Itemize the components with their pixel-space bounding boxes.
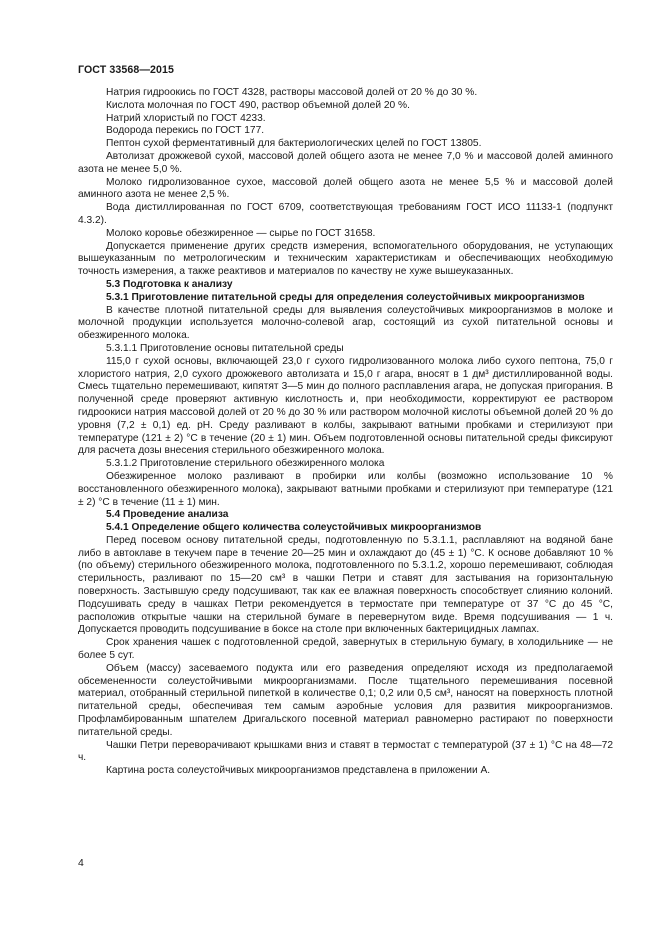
- paragraph: Молоко коровье обезжиренное — сырье по ГОСТ 31658.: [106, 227, 376, 239]
- paragraph: В качестве плотной питательной среды для выявления солеустойчивых микроорганизмов в молоке и молочной продукции используется молочно-солевой агар, состоящий из сухой питательной основы и обезжиренного молока.: [78, 304, 613, 342]
- paragraph: Обезжиренное молоко разливают в пробирки или колбы (возможно использование 10 % восстановленного обезжиренного молока), закрывают ватными пробками и стерилизуют при температуре (121 ± 2) °С в течение (11 ± 1) мин.: [78, 470, 613, 508]
- paragraph: Срок хранения чашек с подготовленной средой, завернутых в стерильную бумагу, в холодильнике — не более 5 сут.: [78, 637, 613, 662]
- paragraph: Автолизат дрожжевой сухой, массовой долей общего азота не менее 7,0 % и массовой долей аминного азота не менее 5,0 %.: [78, 150, 613, 175]
- section-heading: 5.4 Проведение анализа: [106, 509, 229, 521]
- document-header: ГОСТ 33568—2015: [78, 64, 175, 76]
- paragraph: Натрий хлористый по ГОСТ 4233.: [106, 112, 266, 124]
- paragraph: Картина роста солеустойчивых микроорганизмов представлена в приложении А.: [106, 765, 491, 777]
- document-body: [78, 87, 613, 778]
- paragraph: Допускается применение других средств измерения, вспомогательного оборудования, не уступающих вышеуказанным по метрологическим и техническим характеристикам и обеспечивающих необходимую точность измерения, а также реактивов и материалов по качеству не хуже вышеуказанных.: [78, 240, 613, 278]
- section-heading: 5.3.1 Приготовление питательной среды для определения солеустойчивых микроорганизмов: [106, 291, 585, 303]
- paragraph: Объем (массу) засеваемого подукта или его разведения определяют исходя из предполагаемой обсемененности солеустойчивыми микроорганизмами. После тщательного перемешивания посевной материал, отобранный стерильной пипеткой в количестве 0,1; 0,2 или 0,5 см³, наносят на поверхность плотной питательной среды, обеспечивая тем самым аэробные условия для развития микроорганизмов. Профламбированным шпателем Дригальского посевной материал равномерно растирают по поверхности питательной среды.: [78, 662, 613, 738]
- paragraph: Чашки Петри переворачивают крышками вниз и ставят в термостат с температурой (37 ± 1) °С на 48—72 ч.: [78, 739, 613, 764]
- paragraph: Пептон сухой ферментативный для бактериологических целей по ГОСТ 13805.: [106, 138, 482, 150]
- section-heading: 5.3 Подготовка к анализу: [106, 278, 233, 290]
- paragraph: Кислота молочная по ГОСТ 490, раствор объемной долей 20 %.: [106, 99, 410, 111]
- paragraph: Натрия гидроокись по ГОСТ 4328, растворы массовой долей от 20 % до 30 %.: [106, 87, 478, 98]
- paragraph: Молоко гидролизованное сухое, массовой долей общего азота не менее 5,5 % и массовой долей аминного азота не менее 2,5 %.: [78, 176, 613, 201]
- section-heading: 5.4.1 Определение общего количества солеустойчивых микроорганизмов: [106, 522, 482, 534]
- paragraph: Перед посевом основу питательной среды, подготовленную по 5.3.1.1, расплавляют на водяной бане либо в автоклаве в текучем паре в течение 20—25 мин и охлаждают до (45 ± 1) °С. К основе добавляют 10 % (по объему) стерильного обезжиренного молока, подготовленного по 5.3.1.2, хорошо перемешивают, соблюдая стерильность, разливают по 15—20 см³ в чашки Петри и ставят для застывания на горизонтальную поверхность. Застывшую среду подсушивают, так как ее влажная поверхность способствует слиянию колоний. Подсушивать среду в чашках Петри рекомендуется в термостате при температуре от 37 °С до 45 °С, расположив открытые чашки на стерильной бумаге в перевернутом виде. Время подсушивания — 1 ч. Допускается проводить подсушивание в боксе на столе при включенных бактерицидных лампах.: [78, 534, 613, 636]
- paragraph: Вода дистиллированная по ГОСТ 6709, соответствующая требованиям ГОСТ ИСО 11133-1 (подпункт 4.3.2).: [78, 202, 613, 226]
- paragraph: 115,0 г сухой основы, включающей 23,0 г сухого гидролизованного молока либо сухого пептона, 75,0 г хлористого натрия, 2,0 сухого дрожжевого автолизата и 15,0 г агара, вносят в 1 дм³ дистиллированной воды. Смесь тщательно перемешивают, кипятят 3—5 мин до полного расплавления агара, не допуская пригорания. В полученной среде проверяют активную кислотность и, при необходимости, корректируют ее раствором гидроокиси натрия массовой долей от 20 % до 30 % или раствором молочной кислоты объемной долей 20 % до уровня (7,2 ± 0,1) ед. рН. Среду разливают в колбы, закрывают ватными пробками и стерилизуют при температуре (121 ± 2) °С в течение (20 ± 1) мин. Объем подготовленной основы питательной среды фиксируют для расчета дозы внесения стерильного обезжиренного молока.: [78, 355, 613, 457]
- subsection-title: 5.3.1.1 Приготовление основы питательной среды: [106, 342, 344, 354]
- paragraph: Водорода перекись по ГОСТ 177.: [106, 125, 265, 137]
- subsection-title: 5.3.1.2 Приготовление стерильного обезжиренного молока: [106, 458, 385, 470]
- page-number: 4: [78, 858, 84, 869]
